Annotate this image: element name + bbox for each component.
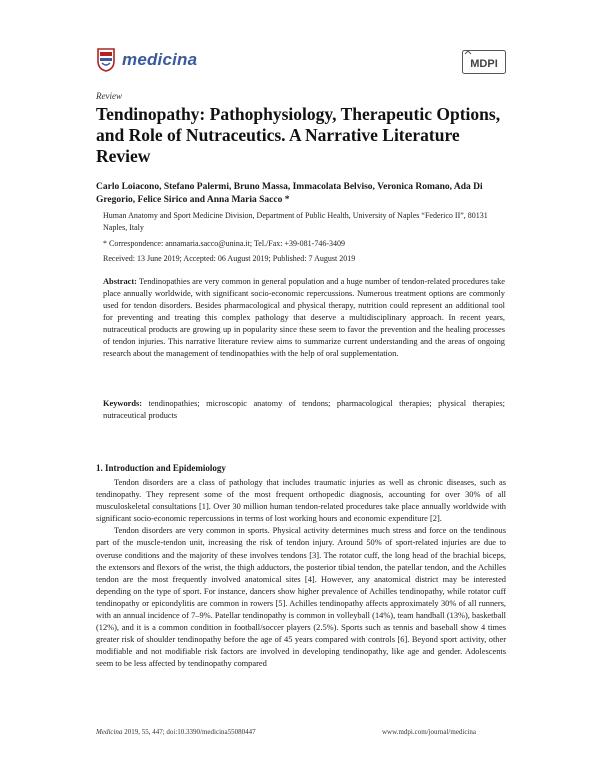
affiliation: Human Anatomy and Sport Medicine Division, Department of Public Health, University of Naples “Federico II”, 80131 Naples, Italy	[103, 211, 488, 232]
section-heading: 1. Introduction and Epidemiology	[96, 463, 226, 473]
citation-journal: Medicina	[96, 728, 123, 736]
article-type: Review	[96, 91, 122, 101]
section-body	[96, 477, 506, 671]
keywords	[103, 398, 505, 422]
abstract-text: Tendinopathies are very common in general population and a huge number of tendon-related procedures take place annually worldwide, with significant socio-economic repercussions. Numerous treatment options are commonly used for tendon disorders. Besides pharmacological and physical therapy, nutrition could represent an additional tool for preventing and treating this complex pathology that deserve a multidisciplinary approach. In recent years, nutraceutical products are growing up in popularity since these seem to favor the prevention and the healing processes of tendon injuries. This narrative literature review aims to summarize current understanding and the areas of ongoing research about the management of tendinopathies with the help of oral supplementation.	[103, 277, 505, 358]
publication-dates: Received: 13 June 2019; Accepted: 06 August 2019; Published: 7 August 2019	[103, 254, 356, 263]
keywords-text: tendinopathies; microscopic anatomy of tendons; pharmacological therapies; physical therapies; nutraceutical products	[103, 399, 505, 420]
body-paragraph: Tendon disorders are a class of pathology that includes traumatic injuries as well as chronic diseases, such as tendinopathy. They represent some of the most frequent orthopedic diagnosis, accounting for over 30% of all musculoskeletal consultations [1]. Over 30 million human tendon-related procedures take place annually worldwide with significant socio-economic repercussions in terms of lost working hours and economic expenditure [2].	[96, 478, 506, 524]
correspondence: * Correspondence: annamaria.sacco@unina.it; Tel./Fax: +39-081-746-3409	[103, 239, 345, 248]
svg-text:MDPI: MDPI	[470, 58, 498, 70]
citation	[96, 728, 256, 736]
mdpi-logo	[462, 50, 506, 74]
article-title: Tendinopathy: Pathophysiology, Therapeutic Options, and Role of Nutraceutics. A Narrative Literature Review	[96, 104, 501, 166]
author-list: Carlo Loiacono, Stefano Palermi, Bruno Massa, Immacolata Belviso, Veronica Romano, Ada Di Gregorio, Felice Sirico and Anna Maria Sacco *	[96, 182, 483, 205]
body-paragraph: Tendon disorders are very common in sports. Physical activity determines much stress and force on the tendinous part of the muscle-tendon unit, increasing the risk of tendon injury. Around 50% of sport-related injuries are due to overuse conditions and the majority of these involves tendons [3]. The rotator cuff, the long head of the brachial biceps, the extensors and flexors of the wrist, the thigh adductors, the posterior tibial tendon, the patellar tendon, and the Achilles tendon are the most frequently involved anatomical sites [4]. However, any anatomical district may be interested depending on the type of sport. For instance, dancers show higher prevalence of Achilles tendinopathy, while rotator cuff tendinopathy or epicondylitis are common in rowers [5]. Achilles tendinopathy affects approximately 30% of all runners, with an annual incidence of 7–9%. Patellar tendinopathy is common in volleyball (14%), team handball (13%), basketball (12%), and it is a common condition in football/soccer players (2.5%). Sports such as tennis and baseball show 4 times greater risk of shoulder tendinopathy before the age of 45 years compared with controls [6]. Beyond sport activity, other modifiable and not modifiable risk factors are involved in developing tendinopathy, like age and gender. Adolescents seem to be less affected by tendinopathy compared	[96, 526, 506, 669]
abstract	[103, 276, 505, 360]
journal-url[interactable]: www.mdpi.com/journal/medicina	[382, 728, 477, 736]
medicina-logo-icon	[96, 47, 116, 72]
abstract-label: Abstract:	[103, 277, 137, 286]
keywords-label: Keywords:	[103, 399, 143, 408]
citation-details: 2019, 55, 447; doi:10.3390/medicina55080447	[124, 728, 256, 736]
journal-name: medicina	[122, 50, 198, 69]
